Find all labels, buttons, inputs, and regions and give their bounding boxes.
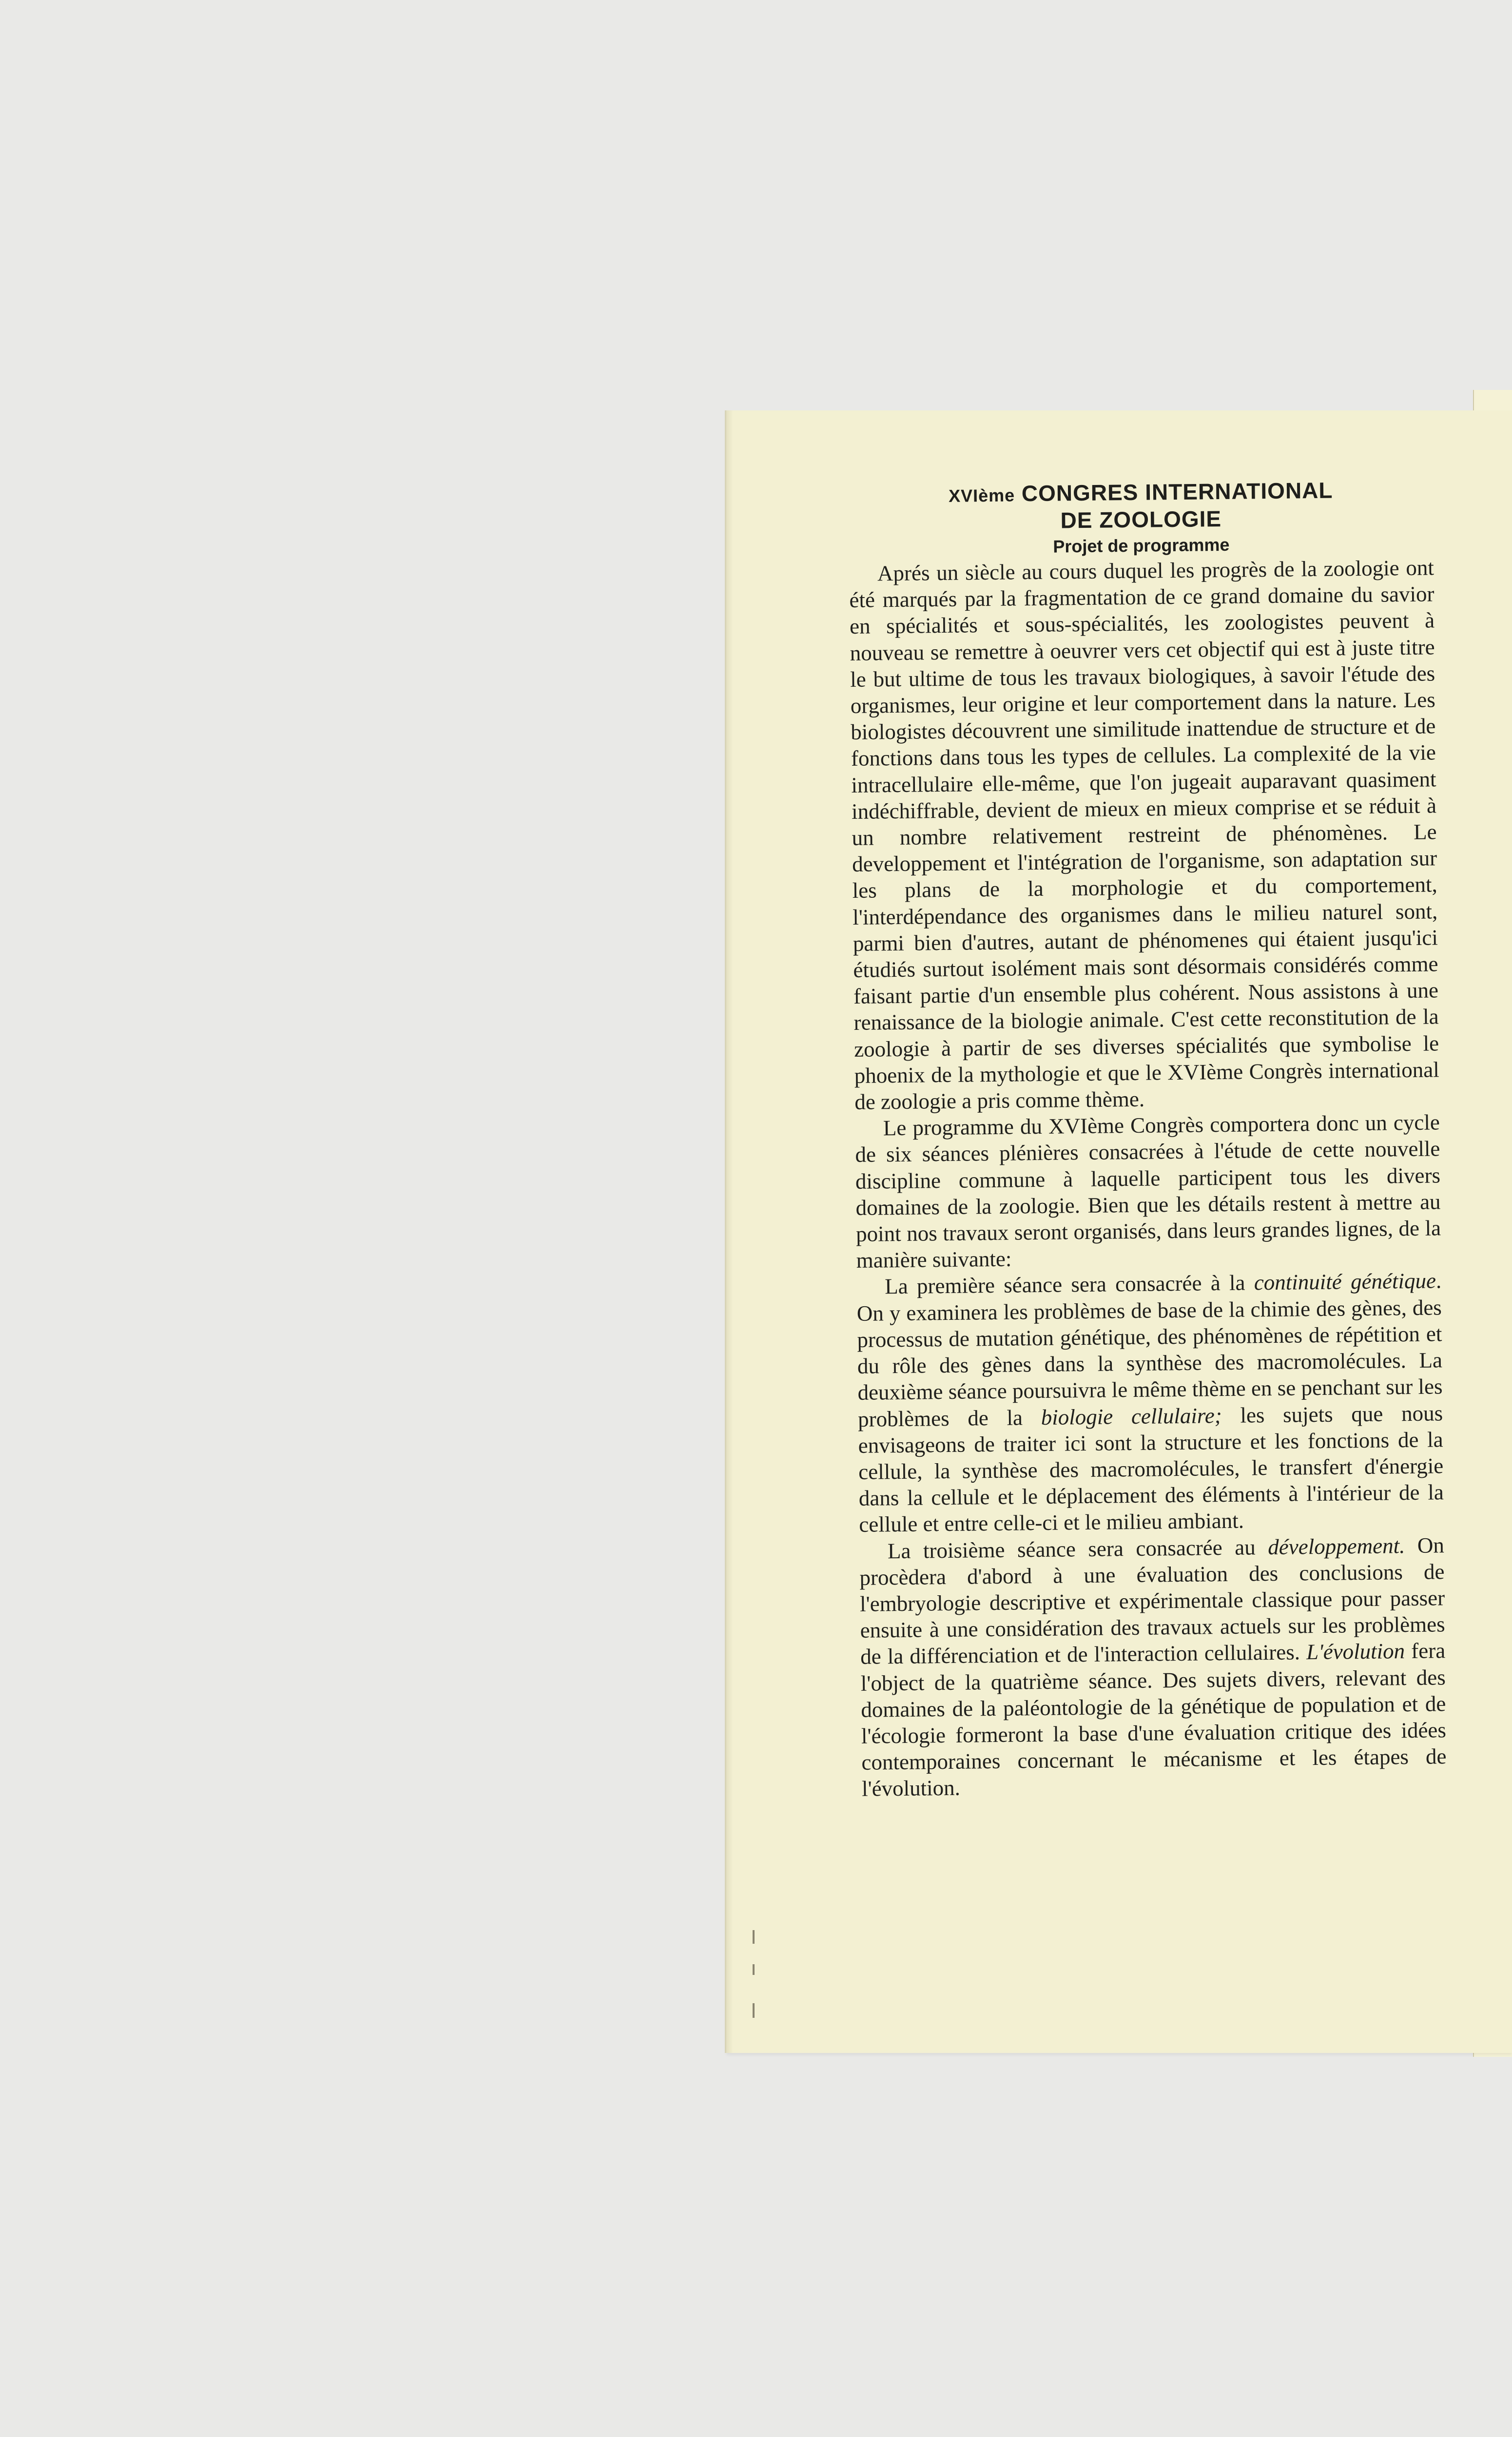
paragraph-4-text-e: fera l'object de la quatrième séance. Des sujets divers, relevant des domaines de la paléontologie de la génétique de population et de l'écologie formeront la base d'une évaluation critique des idées contemporaines concernant le mécanisme et les étapes de l'évolution. — [860, 1638, 1447, 1801]
paragraph-1: Aprés un siècle au cours duquel les progrès de la zoologie ont été marqués par la fragmentation de ce grand domaine du savior en spécialités et sous-spécialités, les zoologistes peuvent à nouveau se remettre à oeuvrer vers cet objectif qui est à juste titre le but ultime de tous les travaux biologiques, à savoir l'étude des organismes, leur origine et leur comportement dans la nature. Les biologistes découvrent une similitude inattendue de structure et de fonctions dans tous les types de cellules. La complexité de la vie intracellulaire elle-même, que l'on jugeait auparavant quasiment indéchiffrable, devient de mieux en mieux comprise et se réduit à un nombre relativement restreint de phénomènes. Le developpement et l'intégration de l'organisme, son adaptation sur les plans de la morphologie et du comportement, l'interdépendance des organismes dans le milieu naturel sont, parmi bien d'autres, autant de phénomenes qui étaient jusqu'ici étudiés surtout isolément mais sont désormais considérés comme faisant partie d'un ensemble plus cohérent. Nous assistons à une renaissance de la biologie animale. C'est cette reconstitution de la zoologie à partir de ses diverses spécialités que symbolise le phoenix de la mythologie et que le XVIème Congrès international de zoologie a pris comme thème. — [849, 555, 1439, 1114]
paragraph-4 — [859, 1532, 1447, 1802]
binding-speck — [753, 1964, 755, 1975]
title-prefix: XVIème — [948, 485, 1015, 506]
document-content — [848, 476, 1447, 1802]
paragraph-3-emphasis-biologie: biologie cellulaire; — [1041, 1403, 1222, 1430]
paragraph-3-text-c: . On y examinera les problèmes de base de la chimie des gènes, des processus de mutation génétique, des phénomènes de répétition et du rôle des gènes dans la synthèse des macromolécules. La deuxième séance poursuivra le même thème en se penchant sur les problèmes de la — [856, 1268, 1443, 1431]
document-subtitle: Projet de programme — [1053, 534, 1230, 557]
paragraph-4-text-a: La troisième séance sera consacrée au — [887, 1534, 1268, 1563]
paragraph-4-emphasis-evolution: L'évolution — [1306, 1639, 1405, 1664]
title-line-1-text: CONGRES INTERNATIONAL — [1021, 477, 1333, 506]
paragraph-3-text-e: les sujets que nous envisageons de traiter ici sont la structure et les fonctions de la cellule, la synthèse des macromolécules, le transfert d'énergie dans la cellule et le déplacement des éléments à l'intérieur de la cellule et entre celle-ci et le milieu ambiant. — [858, 1400, 1444, 1537]
paragraph-3-text-a: La première séance sera consacrée à la — [885, 1270, 1255, 1299]
paragraph-3 — [856, 1268, 1444, 1538]
binding-speck — [753, 2003, 755, 2018]
paragraph-4-emphasis-developpement: développement. — [1267, 1533, 1405, 1559]
document-title-line-2: DE ZOOLOGIE — [1060, 505, 1222, 533]
paragraph-3-emphasis-continuite: continuité génétique — [1254, 1268, 1436, 1295]
paragraph-4-text-c: On procèdera d'abord à une évaluation des conclusions de l'embryologie descriptive et expérimentale classique pour passer ensuite à une considération des travaux actuels sur les problèmes de la différenciation et de l'interaction cellulaires. — [859, 1532, 1445, 1669]
binding-speck — [753, 1930, 755, 1944]
binding-marks — [753, 1930, 756, 2028]
page-edge-shadow — [726, 410, 733, 2053]
paragraph-2: Le programme du XVIème Congrès comportera donc un cycle de six séances plénières consacrées à l'étude de cette nouvelle discipline commune à laquelle participent tous les divers domaines de la zoologie. Bien que les détails restent à mettre au point nos travaux seront organisés, dans leurs grandes lignes, de la manière suivante: — [855, 1110, 1441, 1273]
